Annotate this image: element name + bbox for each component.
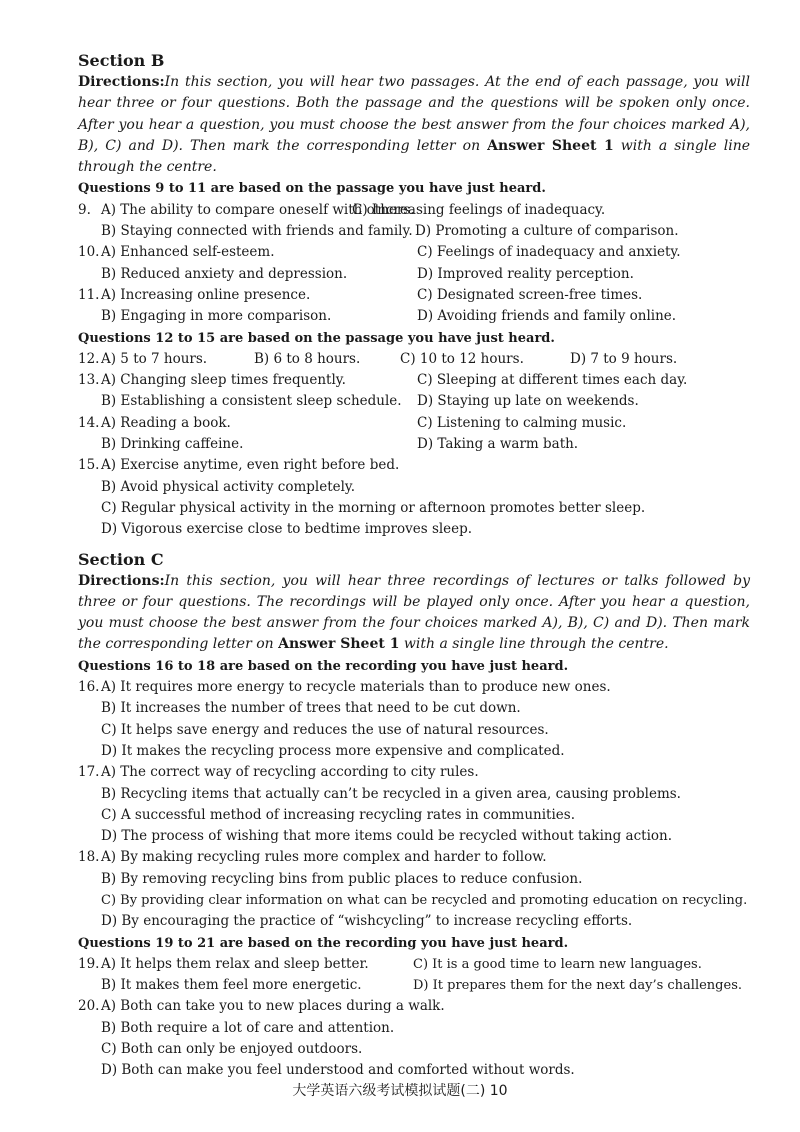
q15-option-c: C) Regular physical activity in the morning or afternoon promotes better sleep. xyxy=(101,499,646,516)
question-16-row-c xyxy=(78,720,750,741)
question-13-row-1: 13. A) Changing sleep times frequently. C) Sleeping at different times each day. xyxy=(78,370,750,391)
q18-option-b: B) By removing recycling bins from public places to reduce confusion. xyxy=(101,870,583,887)
section-b-directions: Directions:In this section, you will hear two passages. At the end of each passage, you will hear three or four questions. Both the passage and the questions will be spoken only once. After you hear a question, you must choose the best answer from the four choices marked A), B), C) and D). Then mark the corresponding letter on Answer Sheet 1 with a single line through the centre. xyxy=(78,74,751,176)
group-header-16-18: Questions 16 to 18 are based on the recording you have just heard. xyxy=(78,658,569,674)
q15-option-b: B) Avoid physical activity completely. xyxy=(101,478,356,495)
q10-option-b: B) Reduced anxiety and depression. xyxy=(101,265,348,282)
q14-option-b: B) Drinking caffeine. xyxy=(101,436,244,453)
q16-option-c: C) It helps save energy and reduces the use of natural resources. xyxy=(101,721,549,738)
question-16-row-d xyxy=(78,741,750,762)
q20-option-d: D) Both can make you feel understood and comforted without words. xyxy=(101,1062,575,1079)
question-15-row-c xyxy=(78,498,750,519)
q11-option-d: D) Avoiding friends and family online. xyxy=(417,308,677,325)
q11-option-a: A) Increasing online presence. xyxy=(101,286,311,303)
q10-option-d: D) Improved reality perception. xyxy=(417,265,634,282)
q10-option-a: A) Enhanced self-esteem. xyxy=(101,244,275,261)
question-14-row-2 xyxy=(78,434,750,455)
q16-option-b: B) It increases the number of trees that need to be cut down. xyxy=(101,700,521,717)
q20-option-c: C) Both can only be enjoyed outdoors. xyxy=(101,1041,363,1058)
question-20-row-c xyxy=(78,1039,750,1060)
question-9-row-2 xyxy=(78,221,750,242)
group-header-19-21: Questions 19 to 21 are based on the recording you have just heard. xyxy=(78,935,569,951)
question-20-row-a: 20. A) Both can take you to new places during a walk. xyxy=(78,996,750,1017)
question-18-row-a: 18. A) By making recycling rules more complex and harder to follow. xyxy=(78,847,750,868)
question-12-row: 12. A) 5 to 7 hours. B) 6 to 8 hours. C) 10 to 12 hours. D) 7 to 9 hours. xyxy=(78,349,750,370)
q13-option-d: D) Staying up late on weekends. xyxy=(417,393,639,410)
q12-option-c: C) 10 to 12 hours. xyxy=(400,350,524,367)
q13-option-a: A) Changing sleep times frequently. xyxy=(101,372,346,389)
question-11-row-2 xyxy=(78,306,750,327)
q15-option-a: A) Exercise anytime, even right before bed. xyxy=(101,457,400,474)
question-17-row-c xyxy=(78,805,750,826)
question-19-row-2 xyxy=(78,975,750,996)
q9-option-a: A) The ability to compare oneself with others. xyxy=(101,201,415,218)
q17-option-a: A) The correct way of recycling according to city rules. xyxy=(101,764,479,781)
q19-option-c: C) It is a good time to learn new languages. xyxy=(413,956,702,972)
q16-option-a: A) It requires more energy to recycle materials than to produce new ones. xyxy=(101,679,611,696)
question-14-row-1: 14. A) Reading a book. C) Listening to calming music. xyxy=(78,413,750,434)
q14-option-c: C) Listening to calming music. xyxy=(417,414,627,431)
q20-option-b: B) Both require a lot of care and attention. xyxy=(101,1019,395,1036)
q9-option-b: B) Staying connected with friends and family. xyxy=(101,223,413,240)
q18-option-a: A) By making recycling rules more complex and harder to follow. xyxy=(101,849,547,866)
section-c-directions: Directions:In this section, you will hear three recordings of lectures or talks followed by three or four questions. The recordings will be played only once. After you hear a question, you must choose the best answer from the four choices marked A), B), C) and D). Then mark the corresponding letter on Answer Sheet 1 with a single line through the centre. xyxy=(78,572,750,653)
q18-option-d: D) By encouraging the practice of “wishcycling” to increase recycling efforts. xyxy=(101,913,633,930)
question-15-row-d xyxy=(78,519,750,540)
page-footer: 大学英语六级考试模拟试题(二) 10 xyxy=(292,1083,508,1099)
q14-option-d: D) Taking a warm bath. xyxy=(417,436,579,453)
question-18-row-d xyxy=(78,911,750,932)
question-10-row-1: 10. A) Enhanced self-esteem. C) Feelings of inadequacy and anxiety. xyxy=(78,242,750,263)
question-15-row-b xyxy=(78,477,750,498)
question-16-row-a: 16. A) It requires more energy to recycle materials than to produce new ones. xyxy=(78,677,750,698)
q12-option-a: A) 5 to 7 hours. xyxy=(101,350,208,367)
question-11-row-1: 11. A) Increasing online presence. C) Designated screen-free times. xyxy=(78,285,750,306)
q16-option-d: D) It makes the recycling process more expensive and complicated. xyxy=(101,742,565,759)
page-content xyxy=(78,50,750,1082)
q19-option-a: A) It helps them relax and sleep better. xyxy=(101,955,369,972)
question-13-row-2 xyxy=(78,391,750,412)
question-20-row-b xyxy=(78,1018,750,1039)
group-header-9-11: Questions 9 to 11 are based on the passage you have just heard. xyxy=(78,181,546,197)
question-10-row-2 xyxy=(78,264,750,285)
q17-option-c: C) A successful method of increasing recycling rates in communities. xyxy=(101,806,575,823)
group-header-12-15: Questions 12 to 15 are based on the passage you have just heard. xyxy=(78,330,555,346)
question-17-row-b xyxy=(78,784,750,805)
q11-option-b: B) Engaging in more comparison. xyxy=(101,308,332,325)
q17-option-b: B) Recycling items that actually can’t be recycled in a given area, causing problems. xyxy=(101,785,681,802)
q9-option-c: C) Increasing feelings of inadequacy. xyxy=(352,201,606,218)
q15-option-d: D) Vigorous exercise close to bedtime improves sleep. xyxy=(101,521,473,538)
q12-option-b: B) 6 to 8 hours. xyxy=(254,350,361,367)
q12-option-d: D) 7 to 9 hours. xyxy=(570,350,678,367)
q9-option-d: D) Promoting a culture of comparison. xyxy=(415,223,679,240)
q13-option-b: B) Establishing a consistent sleep schedule. xyxy=(101,393,402,410)
question-18-row-c xyxy=(78,890,750,911)
question-15-row-a: 15. A) Exercise anytime, even right before bed. xyxy=(78,455,750,476)
q14-option-a: A) Reading a book. xyxy=(101,414,231,431)
question-17-row-d xyxy=(78,826,750,847)
q19-option-d: D) It prepares them for the next day’s challenges. xyxy=(413,978,742,994)
q10-option-c: C) Feelings of inadequacy and anxiety. xyxy=(417,244,681,261)
q19-option-b: B) It makes them feel more energetic. xyxy=(101,977,362,994)
question-9-row-1: 9. A) The ability to compare oneself with others. C) Increasing feelings of inadequacy. xyxy=(78,200,750,221)
question-17-row-a: 17. A) The correct way of recycling according to city rules. xyxy=(78,762,750,783)
question-16-row-b xyxy=(78,698,750,719)
section-b-title: Section B xyxy=(78,51,165,70)
q17-option-d: D) The process of wishing that more items could be recycled without taking action. xyxy=(101,828,673,845)
question-19-row-1: 19. A) It helps them relax and sleep better. C) It is a good time to learn new languages. xyxy=(78,954,750,975)
q18-option-c: C) By providing clear information on what can be recycled and promoting education on recycling. xyxy=(101,892,748,908)
question-20-row-d xyxy=(78,1060,750,1081)
q20-option-a: A) Both can take you to new places during a walk. xyxy=(101,998,445,1015)
section-c-title: Section C xyxy=(78,549,164,569)
q13-option-c: C) Sleeping at different times each day. xyxy=(417,372,688,389)
question-18-row-b xyxy=(78,869,750,890)
q11-option-c: C) Designated screen-free times. xyxy=(417,286,643,303)
